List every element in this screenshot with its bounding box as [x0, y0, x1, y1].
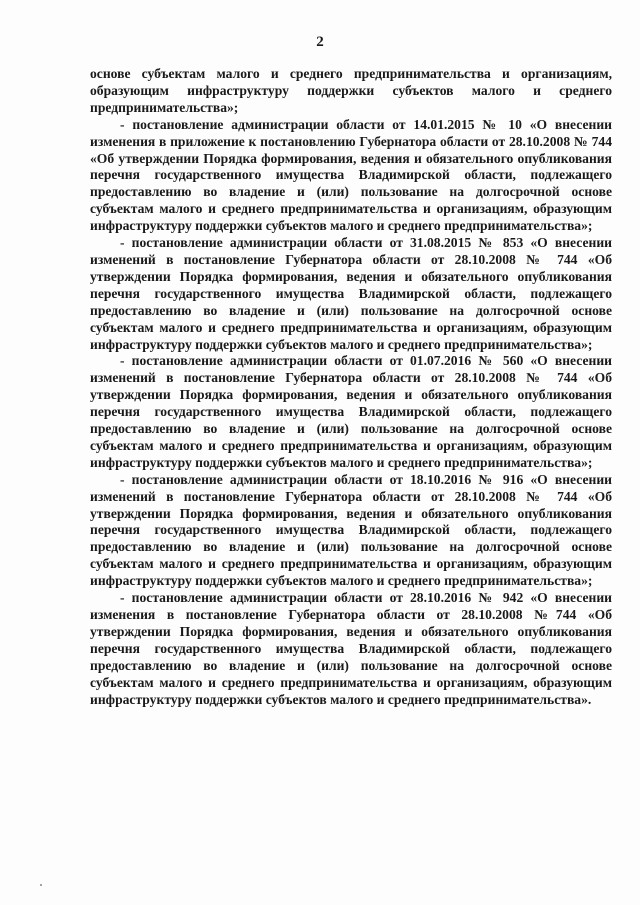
list-item-resolution: - постановление администрации области от 18.10.2016 № 916 «О внесении изменений в постановление Губернатора области от 28.10.2008 № 744 «Об утверждении Порядка формирования, ведения и обязательного опубликования перечня государственного имущества Владимирской области, подлежащего предоставлению во владение и (или) пользование на долгосрочной основе субъектам малого и среднего предпринимательства и организациям, образующим инфраструктуру поддержки субъектов малого и среднего предпринимательства»; — [90, 471, 612, 589]
list-item-resolution: - постановление администрации области от 31.08.2015 № 853 «О внесении изменений в постановление Губернатора области от 28.10.2008 № 744 «Об утверждении Порядка формирования, ведения и обязательного опубликования перечня государственного имущества Владимирской области, подлежащего предоставлению во владение и (или) пользование на долгосрочной основе субъектам малого и среднего предпринимательства и организациям, образующим инфраструктуру поддержки субъектов малого и среднего предпринимательства»; — [90, 235, 612, 352]
scan-speck — [40, 884, 42, 886]
page-number: 2 — [316, 34, 324, 50]
list-item-resolution: - постановление администрации области от 28.10.2016 № 942 «О внесении изменения в постановление Губернатора области от 28.10.2008 №744 «Об утверждении Порядка формирования, ведения и обязательного опубликования перечня государственного имущества Владимирской области, подлежащего предоставлению во владение и (или) пользование на долгосрочной основе субъектам малого и среднего предпринимательства и организациям, образующим инфраструктуру поддержки субъектов малого и среднего предпринимательства». — [90, 590, 612, 707]
paragraph-continuation: основе субъектам малого и среднего предпринимательства и организациям, образующим инфраструктуру поддержки субъектов малого и среднего предпринимательства»; — [90, 66, 612, 115]
list-item-resolution: - постановление администрации области от 01.07.2016 № 560 «О внесении изменений в постановление Губернатора области от 28.10.2008 № 744 «Об утверждении Порядка формирования, ведения и обязательного опубликования перечня государственного имущества Владимирской области, подлежащего предоставлению во владение и (или) пользование на долгосрочной основе субъектам малого и среднего предпринимательства и организациям, образующим инфраструктуру поддержки субъектов малого и среднего предпринимательства»; — [90, 353, 612, 470]
document-body — [90, 66, 612, 708]
list-item-resolution: - постановление администрации области от 14.01.2015 № 10 «О внесении изменения в приложение к постановлению Губернатора области от 28.10.2008 № 744 «Об утверждении Порядка формирования, ведения и обязательного опубликования перечня государственного имущества Владимирской области, подлежащего предоставлению во владение и (или) пользование на долгосрочной основе субъектам малого и среднего предпринимательства и организациям, образующим инфраструктуру поддержки субъектов малого и среднего предпринимательства»; — [90, 116, 612, 234]
